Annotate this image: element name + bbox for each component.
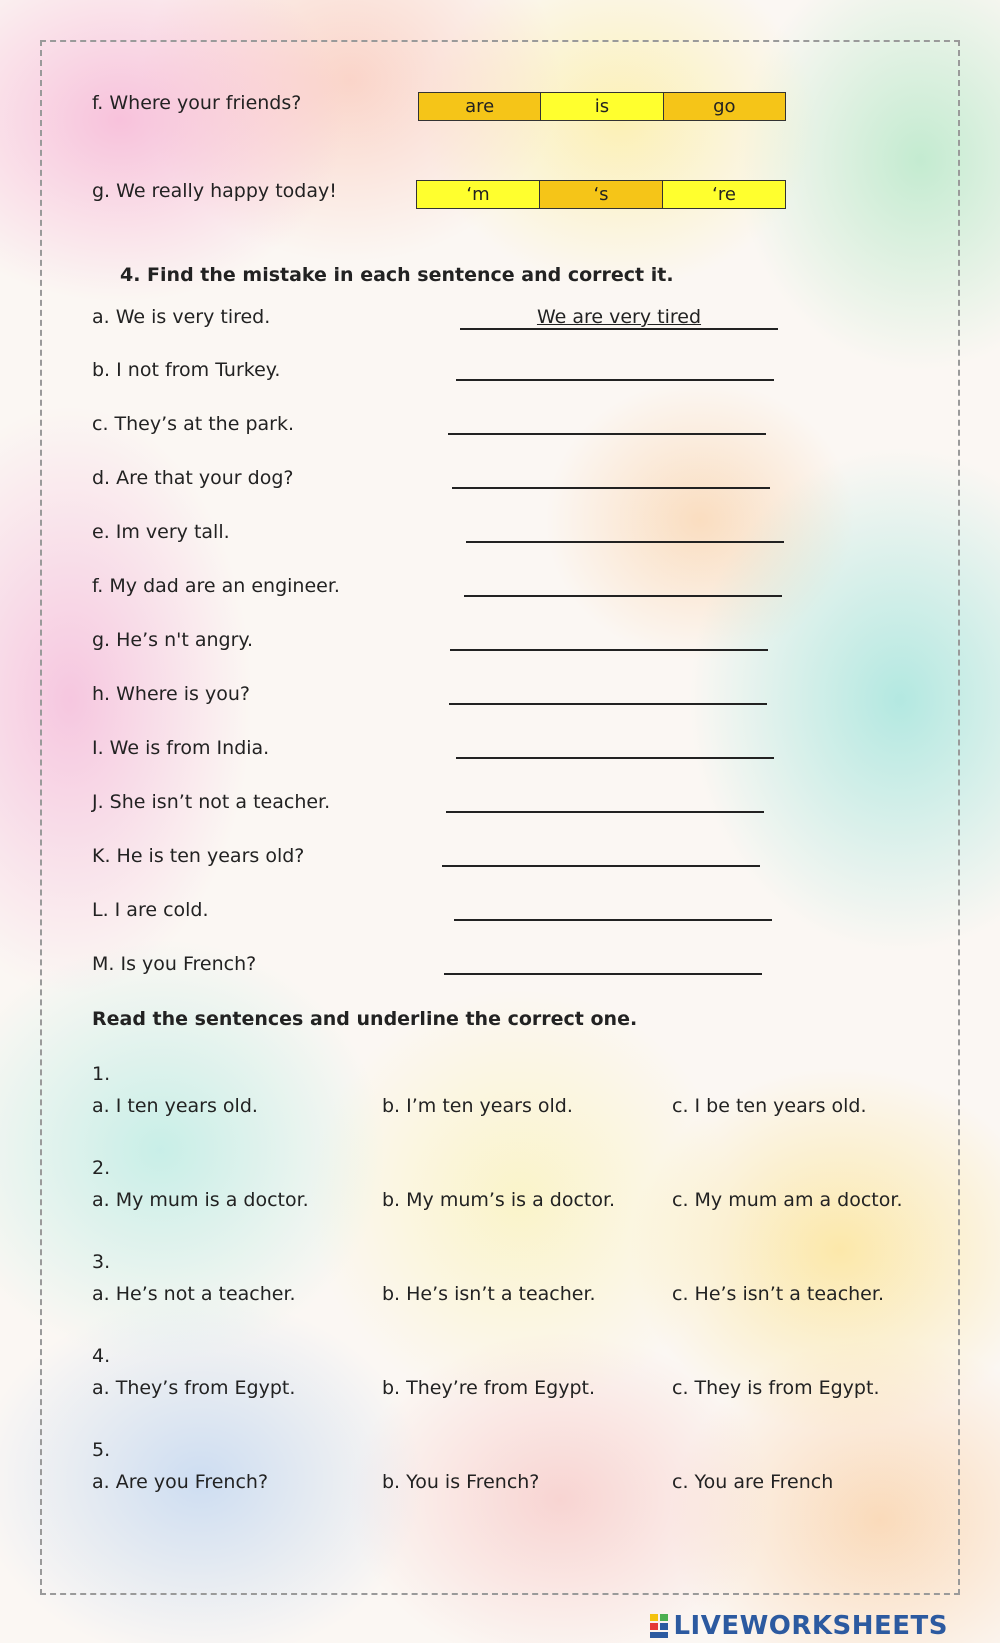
answer-input[interactable] [446, 789, 764, 813]
choice-option[interactable]: c. My mum am a doctor. [672, 1189, 903, 1211]
choice-option[interactable]: b. You is French? [382, 1471, 540, 1493]
part3-item-g-options [416, 180, 786, 209]
liveworksheets-icon [649, 1613, 669, 1639]
question-number: 1. [92, 1063, 111, 1085]
mistake-sentence: h. Where is you? [92, 683, 250, 705]
mistake-sentence: L. I are cold. [92, 899, 209, 921]
mistake-sentence: b. I not from Turkey. [92, 359, 281, 381]
answer-input[interactable] [454, 897, 772, 921]
answer-input[interactable] [460, 306, 778, 330]
choice-option[interactable]: c. I be ten years old. [672, 1095, 867, 1117]
answer-input[interactable] [466, 519, 784, 543]
answer-text: We are very tired [536, 306, 702, 328]
mistake-sentence: f. My dad are an engineer. [92, 575, 340, 597]
mistake-sentence: K. He is ten years old? [92, 845, 305, 867]
choice-option[interactable]: b. I’m ten years old. [382, 1095, 573, 1117]
question-number: 2. [92, 1157, 111, 1179]
mistake-sentence: g. He’s n't angry. [92, 629, 253, 651]
answer-input[interactable] [464, 573, 782, 597]
answer-input[interactable] [448, 411, 766, 435]
choice-option[interactable]: a. I ten years old. [92, 1095, 258, 1117]
part3-item-f-options [418, 92, 786, 121]
question-number: 4. [92, 1345, 111, 1367]
mistake-sentence: M. Is you French? [92, 953, 257, 975]
option-cell[interactable]: ‘m [417, 181, 539, 208]
option-cell[interactable]: go [663, 93, 785, 120]
mistake-sentence: e. Im very tall. [92, 521, 230, 543]
answer-input[interactable] [450, 627, 768, 651]
part3-item-g-label: g. We really happy today! [92, 180, 337, 202]
option-cell[interactable]: are [419, 93, 540, 120]
brand-text: LIVEWORKSHEETS [673, 1611, 948, 1641]
mistake-sentence: c. They’s at the park. [92, 413, 294, 435]
choice-option[interactable]: a. He’s not a teacher. [92, 1283, 296, 1305]
mistake-sentence: J. She isn’t not a teacher. [92, 791, 331, 813]
part3-item-f-label: f. Where your friends? [92, 92, 302, 114]
option-cell[interactable]: ‘s [539, 181, 662, 208]
option-cell[interactable]: is [540, 93, 662, 120]
mistake-sentence: a. We is very tired. [92, 306, 271, 328]
choice-option[interactable]: b. My mum’s is a doctor. [382, 1189, 616, 1211]
choice-option[interactable]: c. You are French [672, 1471, 834, 1493]
choice-option[interactable]: a. Are you French? [92, 1471, 269, 1493]
choice-option[interactable]: c. He’s isn’t a teacher. [672, 1283, 884, 1305]
answer-input[interactable] [449, 681, 767, 705]
answer-input[interactable] [452, 465, 770, 489]
choice-option[interactable]: b. He’s isn’t a teacher. [382, 1283, 596, 1305]
option-cell[interactable]: ‘re [662, 181, 785, 208]
section4-heading: 4. Find the mistake in each sentence and correct it. [120, 264, 674, 286]
choice-option[interactable]: b. They’re from Egypt. [382, 1377, 595, 1399]
choice-option[interactable]: a. They’s from Egypt. [92, 1377, 296, 1399]
mistake-sentence: d. Are that your dog? [92, 467, 294, 489]
choice-option[interactable]: c. They is from Egypt. [672, 1377, 880, 1399]
question-number: 5. [92, 1439, 111, 1461]
mistake-sentence: I. We is from India. [92, 737, 270, 759]
answer-input[interactable] [444, 951, 762, 975]
choice-option[interactable]: a. My mum is a doctor. [92, 1189, 309, 1211]
answer-input[interactable] [442, 843, 760, 867]
question-number: 3. [92, 1251, 111, 1273]
answer-input[interactable] [456, 735, 774, 759]
liveworksheets-logo[interactable] [649, 1611, 948, 1641]
answer-input[interactable] [456, 357, 774, 381]
section5-heading: Read the sentences and underline the correct one. [92, 1008, 638, 1030]
